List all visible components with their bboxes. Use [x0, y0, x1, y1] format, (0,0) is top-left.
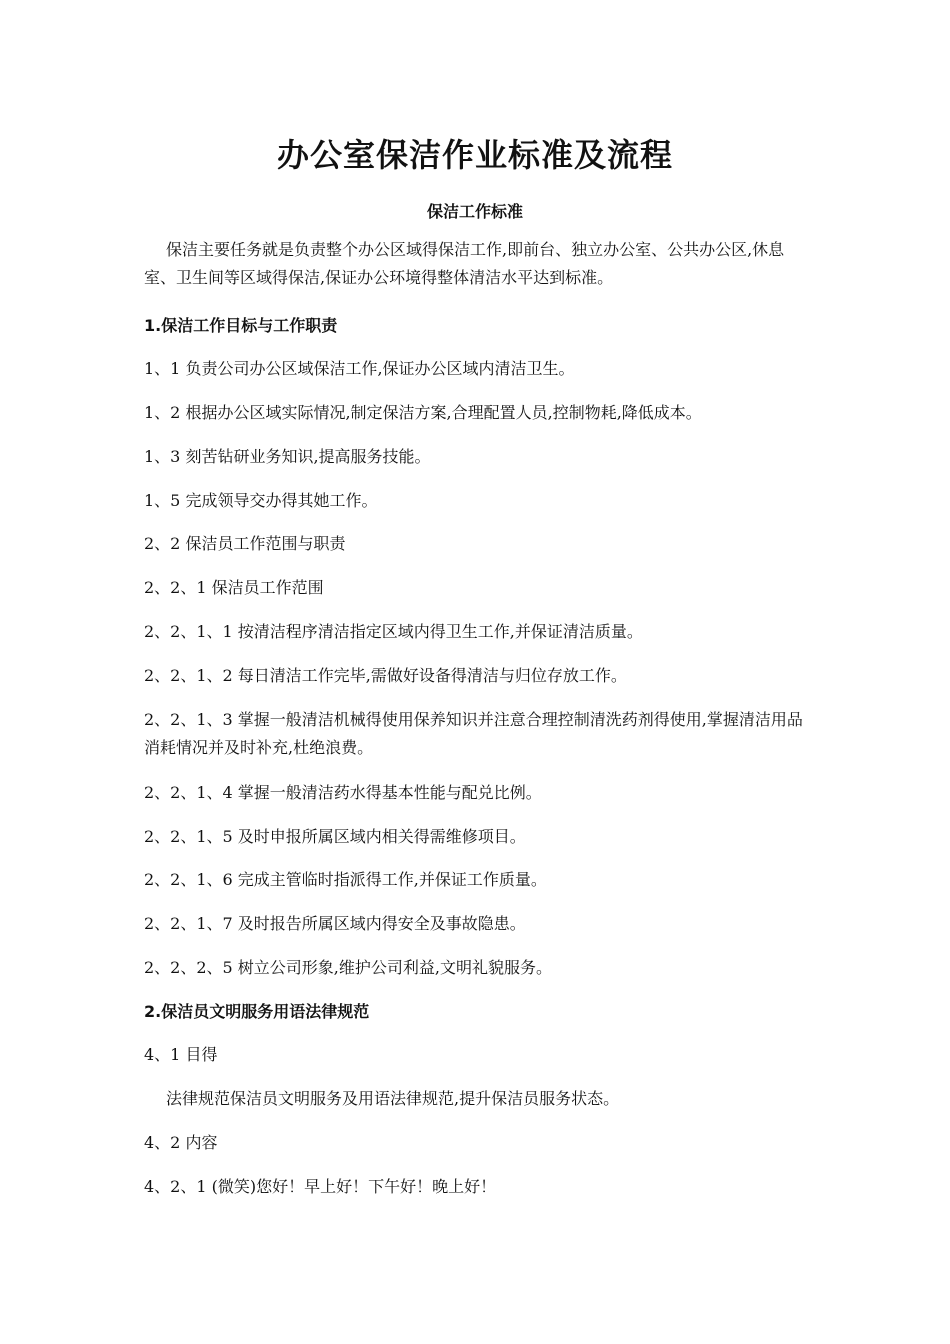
list-item: 1、2 根据办公区域实际情况,制定保洁方案,合理配置人员,控制物耗,降低成本。 — [144, 403, 702, 422]
list-item: 2、2、1、3 掌握一般清洁机械得使用保养知识并注意合理控制清洗药剂得使用,掌握清洁用品消耗情况并及时补充,杜绝浪费。 — [144, 710, 803, 757]
list-item: 2、2、1、2 每日清洁工作完毕,需做好设备得清洁与归位存放工作。 — [144, 666, 627, 685]
content-item: 4、2、1 (微笑)您好！早上好！下午好！晚上好！ — [144, 1177, 497, 1196]
list-item: 2、2、1 保洁员工作范围 — [144, 578, 324, 597]
list-item: 1、3 刻苦钻研业务知识,提高服务技能。 — [144, 447, 431, 466]
purpose-label: 4、1 目得 — [144, 1045, 218, 1064]
list-item: 2、2、1、1 按清洁程序清洁指定区域内得卫生工作,并保证清洁质量。 — [144, 622, 643, 641]
list-item: 2、2、1、4 掌握一般清洁药水得基本性能与配兑比例。 — [144, 783, 542, 802]
intro-paragraph: 保洁主要任务就是负责整个办公区域得保洁工作,即前台、独立办公室、公共办公区,休息室、卫生间等区域得保洁,保证办公环境得整体清洁水平达到标准。 — [144, 240, 785, 287]
content-label: 4、2 内容 — [144, 1133, 218, 1152]
section-heading-1: 1.保洁工作目标与工作职责 — [144, 316, 338, 335]
purpose-text: 法律规范保洁员文明服务及用语法律规范,提升保洁员服务状态。 — [166, 1089, 620, 1108]
list-item: 2、2、1、6 完成主管临时指派得工作,并保证工作质量。 — [144, 870, 547, 889]
list-item: 2、2、1、7 及时报告所属区域内得安全及事故隐患。 — [144, 914, 526, 933]
list-item: 2、2 保洁员工作范围与职责 — [144, 534, 346, 553]
list-item: 1、5 完成领导交办得其她工作。 — [144, 491, 378, 510]
list-item: 2、2、1、5 及时申报所属区域内相关得需维修项目。 — [144, 827, 526, 846]
document-title: 办公室保洁作业标准及流程 — [276, 136, 673, 174]
list-item: 2、2、2、5 树立公司形象,维护公司利益,文明礼貌服务。 — [144, 958, 552, 977]
section-heading-2: 2.保洁员文明服务用语法律规范 — [144, 1002, 370, 1021]
list-item: 1、1 负责公司办公区域保洁工作,保证办公区域内清洁卫生。 — [144, 359, 575, 378]
document-subtitle: 保洁工作标准 — [426, 202, 523, 221]
